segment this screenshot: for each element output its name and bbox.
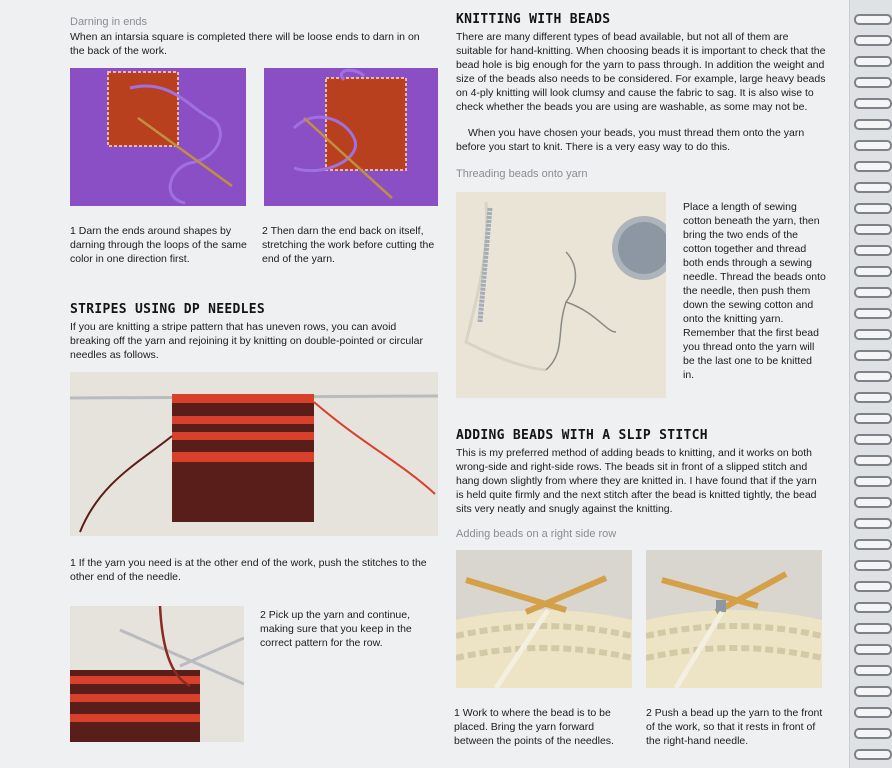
binding-ring — [854, 224, 892, 235]
stripes-heading: STRIPES USING DP NEEDLES — [70, 302, 266, 317]
darning-photo-2 — [264, 68, 438, 206]
slip-step-1: 1 Work to where the bead is to be placed. Bring the yarn forward between the points of the needles. — [454, 707, 614, 747]
binding-ring — [854, 35, 892, 46]
slip-step-2: 2 Push a bead up the yarn to the front of the work, so that it rests in front of the right-hand needle. — [646, 707, 823, 747]
slip-subtitle: Adding beads on a right side row — [456, 528, 617, 540]
binding-ring — [854, 203, 892, 214]
darning-step-2: 2 Then darn the end back on itself, stretching the work before cutting the end of the yarn. — [262, 225, 435, 265]
slip-text: This is my preferred method of adding beads to knitting, and it works on both wrong-side and right-side rows. The beads sit in front of a slipped stitch and hang down slightly from where they are knitted in. I have found that if the yarn is held quite firmly and the next stitch after the bead is knitted tightly, the bead sits very neatly and snugly against the knitting. — [456, 447, 817, 515]
binding-ring — [854, 728, 892, 739]
beads-para-2: When you have chosen your beads, you must thread them onto the yarn before you start to knit. There is a very easy way to do this. — [456, 127, 805, 153]
binding-ring — [854, 686, 892, 697]
binding-ring — [854, 497, 892, 508]
darning-intro: When an intarsia square is completed there will be loose ends to darn in on the back of the work. — [70, 31, 420, 57]
binding-ring — [854, 308, 892, 319]
binding-ring — [854, 266, 892, 277]
stripes-photo-1 — [70, 372, 438, 536]
darning-photo-1 — [70, 68, 246, 206]
binding-ring — [854, 413, 892, 424]
binding-ring — [854, 329, 892, 340]
binding-ring — [854, 623, 892, 634]
binding-ring — [854, 56, 892, 67]
stripes-step-1: 1 If the yarn you need is at the other end of the work, push the stitches to the other end of the needle. — [70, 557, 427, 583]
beads-heading: KNITTING WITH BEADS — [456, 12, 611, 27]
threading-text: Place a length of sewing cotton beneath the yarn, then bring the two ends of the cotton together and thread both ends through a sewing needle. Thread the beads onto the needle, then push them down the sewing cotton and onto the knitting yarn. Remember that the first bead you thread onto the yarn will be the last one to be knitted in. — [683, 201, 826, 381]
binding-ring — [854, 14, 892, 25]
binding-ring — [854, 161, 892, 172]
binding-ring — [854, 539, 892, 550]
binding-ring — [854, 140, 892, 151]
binding-ring — [854, 644, 892, 655]
binding-ring — [854, 581, 892, 592]
stripes-photo-2 — [70, 606, 244, 742]
binding-ring — [854, 350, 892, 361]
stripes-step-2: 2 Pick up the yarn and continue, making sure that you keep in the correct pattern for the row. — [260, 609, 412, 649]
binding-ring — [854, 560, 892, 571]
slip-heading: ADDING BEADS WITH A SLIP STITCH — [456, 428, 708, 443]
slip-photo-2 — [646, 550, 822, 688]
spiral-binding — [849, 0, 892, 768]
binding-ring — [854, 98, 892, 109]
binding-ring — [854, 602, 892, 613]
binding-ring — [854, 665, 892, 676]
binding-ring — [854, 182, 892, 193]
binding-ring — [854, 434, 892, 445]
binding-ring — [854, 707, 892, 718]
binding-ring — [854, 518, 892, 529]
binding-ring — [854, 476, 892, 487]
threading-photo — [456, 192, 666, 398]
binding-ring — [854, 455, 892, 466]
binding-ring — [854, 245, 892, 256]
slip-photo-1 — [456, 550, 632, 688]
threading-title: Threading beads onto yarn — [456, 168, 588, 180]
beads-para-1: There are many different types of bead available, but not all of them are suitable for hand-knitting. When choosing beads it is important to check that the bead hole is big enough for the yarn to pass through. In addition the weight and size of the beads also needs to be considered. For example, large heavy beads on 4-ply knitting will look clumsy and cause the fabric to sag. It is also wise to check whether the beads you are using are washable, as some may not be. — [456, 31, 826, 113]
binding-ring — [854, 287, 892, 298]
stripes-intro: If you are knitting a stripe pattern that has uneven rows, you can avoid breaking off the yarn and rejoining it by knitting on double-pointed or circular needles as follows. — [70, 321, 423, 361]
darning-title: Darning in ends — [70, 16, 148, 28]
binding-ring — [854, 119, 892, 130]
binding-ring — [854, 77, 892, 88]
darning-step-1: 1 Darn the ends around shapes by darning through the loops of the same color in one direction first. — [70, 225, 247, 265]
binding-ring — [854, 392, 892, 403]
binding-ring — [854, 749, 892, 760]
binding-ring — [854, 371, 892, 382]
